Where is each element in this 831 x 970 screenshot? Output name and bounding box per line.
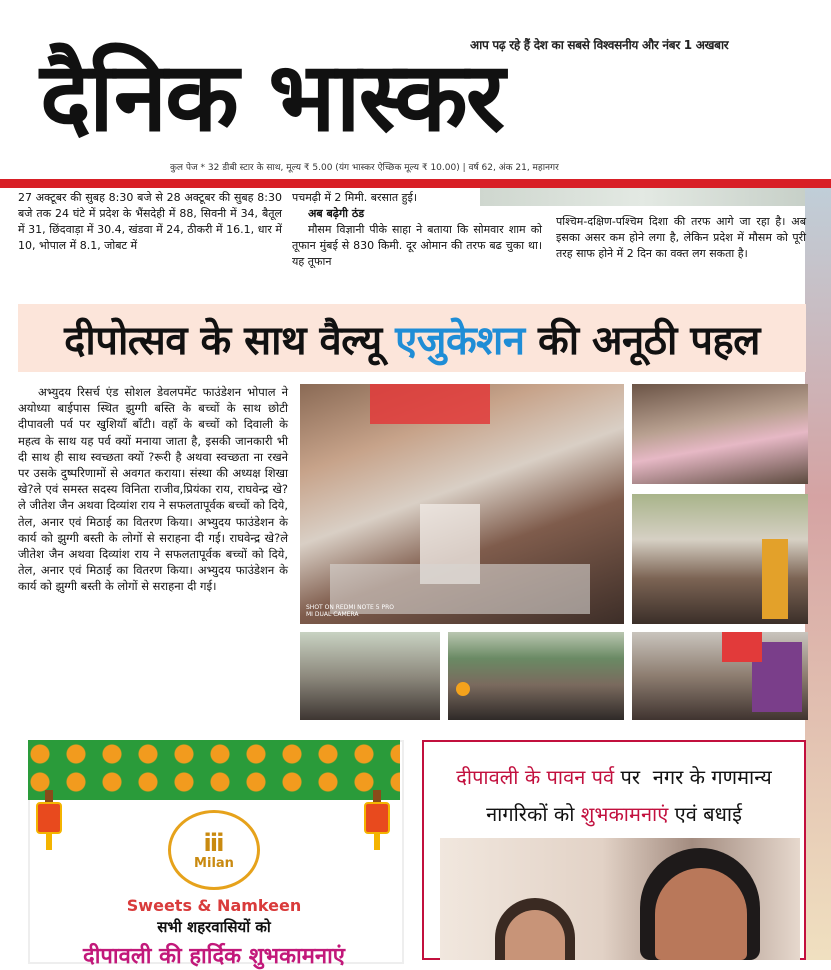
article-text: अभ्युदय रिसर्च एंड सोशल डेवलपमेंट फाउंडेशन भोपाल ने अयोध्या बाईपास स्थित झुग्गी बस्ति के बच्चों के साथ छोटी दीपावली पर्व पर खुशियाँ बाँटी। वहाँ के बच्चों को दिवाली के महत्व के साथ यह पर्व क्यों मनाया जाता है, इसकी जानकारी भी दी साथ ही साथ स्वच्छता क्यों ?रूरी है अथवा स्वच्छता ना रखने पर उसके दुष्परिणामों से अवगत कराया। संस्था की अध्यक्ष शिखा खे?ले एवं समस्त सदस्य विनिता राजीव,प्रियंका राय, राघवेन्द्र खे?ले जीतेश जैन अथवा दिव्यांश राय ने सफलतापूर्वक बच्चों को दिये, तेल, अनार एवं मिठाई का वितरण किया। अभ्युदय फाउंडेशन के कार्य को झुग्गी बस्ती के लोगों से सराहना दी गई। राघवेन्द्र खे?ले जीतेश जैन अथवा दिव्यांश राय ने सफलतापूर्वक बच्चों को दिये, तेल, अनार एवं मिठाई का वितरण किया। अभ्युदय फाउंडेशन के कार्य को झुग्गी बस्ती के लोगों से सराहना दी गई। (18, 385, 289, 594)
headline-part-2: की अनूठी पहल (524, 317, 760, 364)
marigold-garland (28, 740, 400, 800)
top-column-1 (18, 190, 282, 254)
headline-part-1: दीपोत्सव के साथ वैल्यू (64, 317, 396, 364)
photo-slum-2 (448, 632, 624, 720)
milan-logo-mark: ⅲ (203, 828, 225, 857)
milan-logo-text: Milan (194, 855, 234, 871)
ad-greeting-line-2c: एवं बधाई (668, 802, 742, 826)
photo-slum-1 (300, 632, 440, 720)
ad-greeting-line-1a: दीपावली के पावन पर्व (456, 765, 615, 789)
masthead-info-line: कुल पेज * 32 डीबी स्टार के साथ, मूल्य ₹ 5.00 (यंग भास्कर ऐच्छिक मूल्य ₹ 10.00) | वर्ष 62, अंक 21, महानगर (170, 163, 559, 173)
top-column-2 (292, 190, 542, 270)
ad-sweets-namkeen: Sweets & Namkeen (126, 896, 302, 915)
masthead-tagline: आप पढ़ रहे हैं देश का सबसे विश्वसनीय और नंबर 1 अखबार (470, 38, 729, 52)
photo-crowd-outdoor (632, 494, 808, 624)
top-column-3 (556, 214, 806, 262)
masthead-red-rule (0, 179, 831, 188)
photo-children-main (300, 384, 624, 624)
ad-greeting-line-2a: नागरिकों को (486, 802, 581, 826)
top-column-2-subhead: अब बढ़ेगी ठंड (308, 207, 365, 220)
ad-greeting-line-1 (424, 763, 804, 790)
top-column-3-text: पश्चिम-दक्षिण-पश्चिम दिशा की तरफ आगे जा रहा है। अब इसका असर कम होने लगा है, लेकिन प्रदेश में मौसम को पूरी तरह साफ होने में 2 दिन का वक्त लग सकता है। (556, 215, 806, 260)
ad-greeting-line-2 (424, 800, 804, 827)
article-body (18, 384, 288, 595)
ad-city-residents: सभी शहरवासियों को (157, 918, 271, 936)
article-headline (18, 304, 806, 372)
photo-camera-caption: SHOT ON REDMI NOTE 5 PRO MI DUAL CAMERA (306, 604, 394, 618)
top-column-2-text-a: पचमढ़ी में 2 मिमी. बरसात हुई। (292, 191, 418, 204)
top-column-1-text: 27 अक्टूबर की सुबह 8:30 बजे से 28 अक्टूबर की सुबह 8:30 बजे तक 24 घंटे में प्रदेश के भैंसदेही में 88, सिवनी में 34, बैतूल में 31, छिंदवाड़ा में 30.4, खंडवा में 24, ठीकरी में 16.1, धार में 10, भोपाल में 8.1, जोबट में (18, 191, 282, 252)
lantern-icon (36, 790, 62, 850)
ad-greeting: दीपावली की हार्दिक शुभकामनाएं (83, 944, 345, 969)
right-edge-strip (805, 188, 831, 960)
photo-slum-3 (632, 632, 808, 720)
ad-greeting-line-2b: शुभकामनाएं (580, 802, 669, 826)
photo-children-group (632, 384, 808, 484)
masthead-title: दैनिक भास्कर (40, 41, 503, 153)
ad-greeting-line-1b: पर नगर के गणमान्य (614, 765, 772, 789)
milan-logo (168, 810, 260, 890)
headline-highlight: एजुकेशन (395, 317, 525, 364)
man-face (655, 868, 747, 960)
lantern-icon (364, 790, 390, 850)
top-column-2-text-b: मौसम विज्ञानी पीके साहा ने बताया कि सोमवार शाम को तूफान मुंबई से 830 किमी. दूर ओमान की तरफ बढ चुका था। यह तूफान (292, 223, 542, 268)
